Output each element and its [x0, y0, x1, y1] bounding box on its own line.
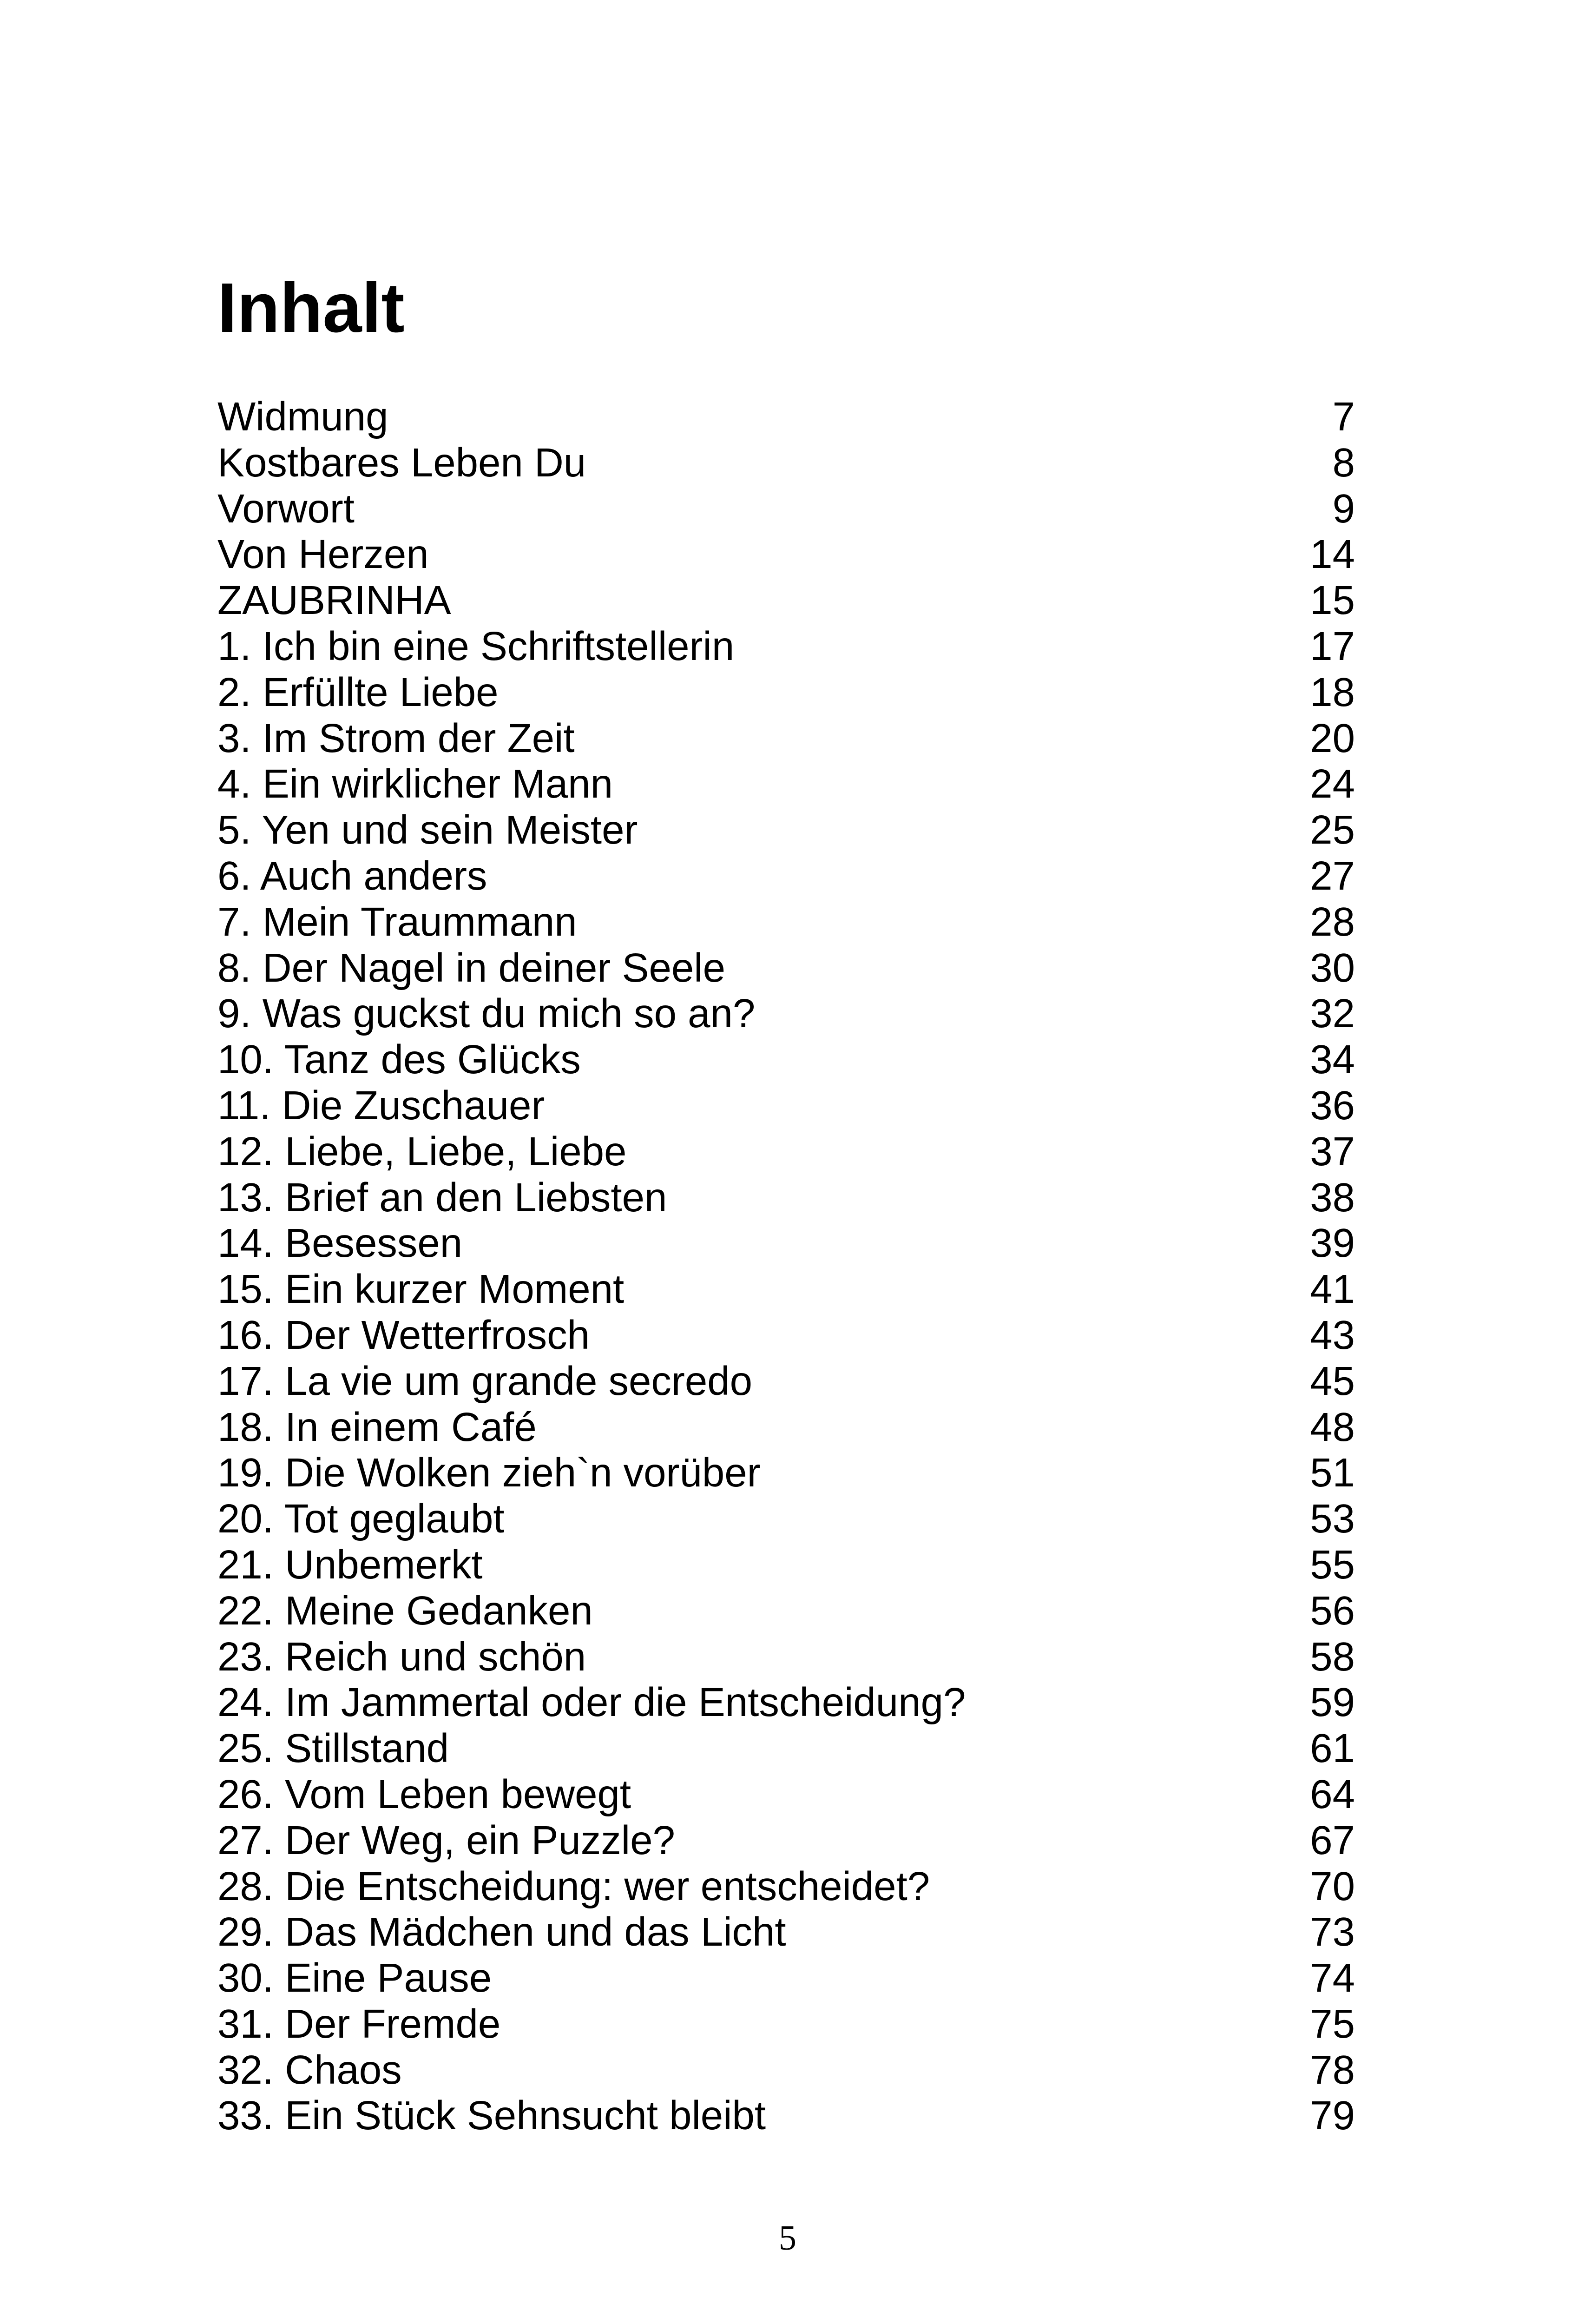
toc-entry — [217, 1313, 1355, 1359]
toc-entry — [217, 1129, 1355, 1175]
toc-entry — [217, 945, 1355, 991]
toc-entry-title: 10. Tanz des Glücks — [217, 1037, 581, 1083]
toc-entry-page: 79 — [1310, 2093, 1355, 2139]
toc-entry-page: 24 — [1310, 761, 1355, 807]
toc-entry — [217, 716, 1355, 762]
toc-entry-title: 9. Was guckst du mich so an? — [217, 991, 756, 1037]
toc-entry — [217, 578, 1355, 624]
toc-entry — [217, 624, 1355, 670]
toc-entry-page: 8 — [1332, 440, 1355, 485]
toc-entry-page: 9 — [1332, 486, 1355, 531]
toc-entry — [217, 532, 1355, 578]
toc-entry-page: 36 — [1310, 1083, 1355, 1128]
toc-entry — [217, 1359, 1355, 1405]
toc-entry-page: 14 — [1310, 532, 1355, 577]
toc-entry-page: 34 — [1310, 1037, 1355, 1083]
toc-entry-title: 18. In einem Café — [217, 1404, 537, 1450]
toc-entry-title: 8. Der Nagel in deiner Seele — [217, 945, 725, 990]
toc-entry — [217, 440, 1355, 486]
toc-entry-title: 4. Ein wirklicher Mann — [217, 761, 613, 807]
page-number: 5 — [779, 2218, 796, 2258]
toc-entry — [217, 1083, 1355, 1129]
toc-entry — [217, 2093, 1355, 2139]
toc-entry-page: 37 — [1310, 1129, 1355, 1174]
toc-entry — [217, 1634, 1355, 1680]
toc-entry-page: 25 — [1310, 807, 1355, 853]
toc-entry-page: 45 — [1310, 1358, 1355, 1404]
toc-entry-page: 73 — [1310, 1909, 1355, 1955]
toc-entry-title: 1. Ich bin eine Schriftstellerin — [217, 623, 735, 669]
toc-entry — [217, 991, 1355, 1037]
toc-entry-title: 20. Tot geglaubt — [217, 1496, 505, 1542]
toc-entry — [217, 1542, 1355, 1588]
toc-entry-page: 74 — [1310, 1955, 1355, 2001]
toc-entry-title: 5. Yen und sein Meister — [217, 807, 638, 853]
toc-entry-title: 3. Im Strom der Zeit — [217, 715, 575, 761]
toc-entry — [217, 2001, 1355, 2047]
toc-entry — [217, 1175, 1355, 1221]
toc-entry-title: 27. Der Weg, ein Puzzle? — [217, 1817, 675, 1863]
toc-entry — [217, 761, 1355, 807]
toc-entry-page: 15 — [1310, 578, 1355, 623]
toc-entry — [217, 1955, 1355, 2001]
toc-entry-title: 30. Eine Pause — [217, 1955, 492, 2001]
toc-entry-title: 17. La vie um grande secredo — [217, 1358, 753, 1404]
toc-entry-page: 58 — [1310, 1634, 1355, 1679]
toc-entry — [217, 486, 1355, 532]
toc-entry-title: 19. Die Wolken zieh`n vorüber — [217, 1450, 761, 1496]
table-of-contents — [217, 394, 1355, 2139]
toc-entry-title: 13. Brief an den Liebsten — [217, 1175, 667, 1220]
toc-entry — [217, 1772, 1355, 1818]
toc-entry-title: 28. Die Entscheidung: wer entscheidet? — [217, 1863, 930, 1909]
toc-entry-page: 39 — [1310, 1221, 1355, 1266]
toc-entry-title: 24. Im Jammertal oder die Entscheidung? — [217, 1680, 966, 1725]
toc-entry-title: 16. Der Wetterfrosch — [217, 1312, 590, 1358]
toc-entry — [217, 2047, 1355, 2093]
toc-entry-page: 59 — [1310, 1680, 1355, 1725]
toc-entry-page: 30 — [1310, 945, 1355, 990]
toc-entry — [217, 1450, 1355, 1496]
toc-entry — [217, 1037, 1355, 1083]
toc-entry — [217, 394, 1355, 440]
toc-entry-page: 18 — [1310, 669, 1355, 715]
toc-entry-title: 22. Meine Gedanken — [217, 1588, 593, 1633]
toc-entry — [217, 1818, 1355, 1864]
toc-entry-title: 14. Besessen — [217, 1221, 463, 1266]
toc-entry — [217, 1864, 1355, 1910]
toc-entry-page: 64 — [1310, 1771, 1355, 1817]
toc-entry-page: 38 — [1310, 1175, 1355, 1220]
toc-entry-title: 23. Reich und schön — [217, 1634, 586, 1679]
toc-entry-title: 29. Das Mädchen und das Licht — [217, 1909, 786, 1955]
toc-entry — [217, 853, 1355, 899]
toc-entry-title: Vorwort — [217, 486, 355, 531]
toc-entry-page: 70 — [1310, 1863, 1355, 1909]
toc-entry — [217, 1588, 1355, 1634]
toc-entry — [217, 1221, 1355, 1267]
toc-entry — [217, 1680, 1355, 1726]
toc-entry-title: 33. Ein Stück Sehnsucht bleibt — [217, 2093, 766, 2139]
toc-entry-page: 32 — [1310, 991, 1355, 1037]
toc-entry — [217, 899, 1355, 945]
toc-entry-page: 28 — [1310, 899, 1355, 944]
toc-entry-title: Widmung — [217, 394, 388, 439]
toc-entry-page: 56 — [1310, 1588, 1355, 1633]
toc-entry-title: 21. Unbemerkt — [217, 1542, 483, 1587]
toc-entry — [217, 1267, 1355, 1313]
toc-entry-title: Kostbares Leben Du — [217, 440, 586, 485]
toc-entry-page: 20 — [1310, 715, 1355, 761]
toc-entry-title: 26. Vom Leben bewegt — [217, 1771, 631, 1817]
toc-entry-page: 41 — [1310, 1267, 1355, 1312]
toc-entry — [217, 1496, 1355, 1542]
toc-entry-title: Von Herzen — [217, 532, 429, 577]
toc-entry-title: 32. Chaos — [217, 2047, 402, 2093]
toc-entry-page: 48 — [1310, 1404, 1355, 1450]
page-title: Inhalt — [217, 268, 405, 347]
toc-entry — [217, 1909, 1355, 1955]
toc-entry-title: 15. Ein kurzer Moment — [217, 1267, 625, 1312]
toc-entry-title: 2. Erfüllte Liebe — [217, 669, 499, 715]
toc-entry-title: 31. Der Fremde — [217, 2001, 501, 2047]
toc-entry — [217, 1405, 1355, 1451]
toc-entry-title: 7. Mein Traummann — [217, 899, 577, 944]
toc-entry-page: 43 — [1310, 1312, 1355, 1358]
toc-entry-page: 27 — [1310, 853, 1355, 898]
toc-entry-title: 6. Auch anders — [217, 853, 487, 898]
toc-entry-page: 51 — [1310, 1450, 1355, 1496]
toc-entry-page: 17 — [1310, 623, 1355, 669]
toc-entry — [217, 670, 1355, 716]
toc-entry-page: 61 — [1310, 1726, 1355, 1771]
toc-entry-title: 12. Liebe, Liebe, Liebe — [217, 1129, 627, 1174]
toc-entry-page: 7 — [1332, 394, 1355, 439]
toc-entry-page: 67 — [1310, 1817, 1355, 1863]
toc-entry-page: 53 — [1310, 1496, 1355, 1542]
toc-entry-page: 75 — [1310, 2001, 1355, 2047]
toc-entry — [217, 1726, 1355, 1772]
toc-entry-title: 25. Stillstand — [217, 1726, 449, 1771]
toc-entry-title: ZAUBRINHA — [217, 578, 451, 623]
toc-entry — [217, 807, 1355, 853]
toc-entry-page: 55 — [1310, 1542, 1355, 1587]
toc-entry-title: 11. Die Zuschauer — [217, 1083, 545, 1128]
toc-entry-page: 78 — [1310, 2047, 1355, 2093]
